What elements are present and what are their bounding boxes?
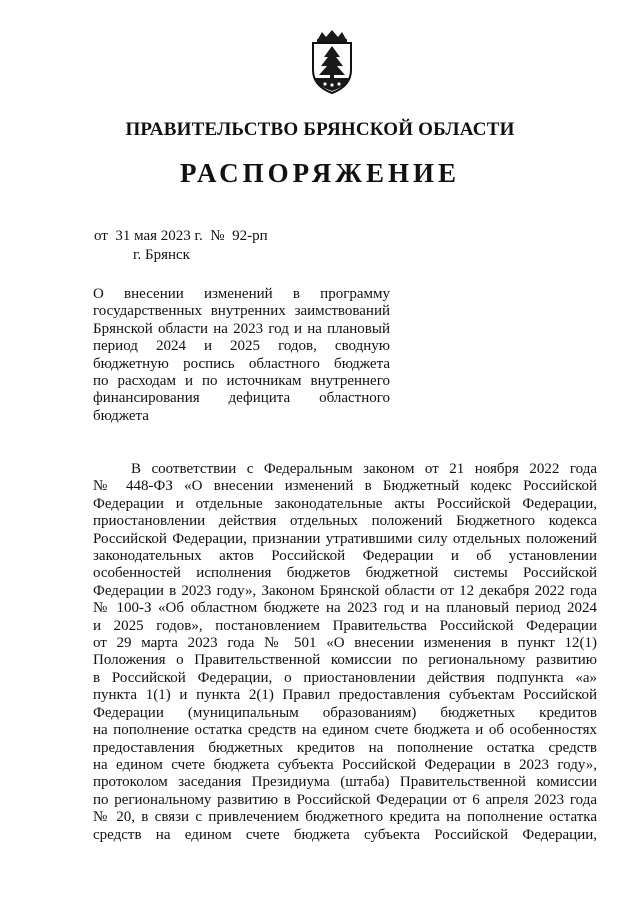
body-line: № 20, в связи с привлечением бюджетного кредита на пополнение остатка: [93, 809, 597, 826]
date-number-line: от 31 мая 2023 г. № 92-рп: [94, 228, 268, 244]
bryansk-coat-of-arms-icon: [304, 30, 360, 94]
subject-line: по расходам и по источникам внутреннего: [93, 373, 390, 390]
body-line: от 29 марта 2023 года № 501 «О внесении изменения в пункт 12(1): [93, 635, 597, 652]
body-line: предоставления бюджетных кредитов на пополнение остатка средств: [93, 739, 597, 756]
body-line: № 100-З «Об областном бюджете на 2023 год и на плановый период 2024: [93, 600, 597, 617]
city-line: г. Брянск: [133, 247, 190, 263]
body-paragraph: [93, 461, 597, 844]
body-line: Положения о Правительственной комиссии по региональному развитию: [93, 652, 597, 669]
body-line: Федерации (муниципальным образованиям) бюджетных кредитов: [93, 704, 597, 721]
body-line: В соответствии с Федеральным законом от 21 ноября 2022 года: [131, 461, 597, 477]
body-line: особенностей исполнения бюджетов бюджетной системы Российской: [93, 565, 597, 582]
document-subject: [93, 286, 390, 425]
body-line: на едином счете бюджета субъекта Российской Федерации в 2023 году»,: [93, 756, 597, 773]
body-line: в Российской Федерации, о приостановлении действия подпункта «а»: [93, 669, 597, 686]
subject-line: бюджетную роспись областного бюджета: [93, 355, 390, 372]
body-line: Федерации в 2023 году», Законом Брянской области от 12 декабря 2022 года: [93, 582, 597, 599]
document-type-title: РАСПОРЯЖЕНИЕ: [179, 158, 461, 188]
body-line: Российской Федерации, признании утратившими силу отдельных положений: [93, 530, 597, 547]
body-line: средств на едином счете бюджета субъекта Российской Федерации,: [93, 826, 597, 843]
subject-line: период 2024 и 2025 годов, сводную: [93, 338, 390, 355]
body-line: и 2025 годов», постановлением Правительства Российской Федерации: [93, 617, 597, 634]
body-line: по региональному развитию в Российской Федерации от 6 апреля 2023 года: [93, 791, 597, 808]
government-title: ПРАВИТЕЛЬСТВО БРЯНСКОЙ ОБЛАСТИ: [125, 119, 515, 140]
subject-line: бюджета: [93, 407, 149, 424]
body-line: пункта 1(1) и пункта 2(1) Правил предоставления субъектам Российской: [93, 687, 597, 704]
body-line: законодательных актов Российской Федерации и об установлении: [93, 548, 597, 565]
body-line: на пополнение остатка средств на едином счете бюджета и об особенностях: [93, 722, 597, 739]
subject-line: О внесении изменений в программу: [93, 286, 390, 302]
subject-line: финансирования дефицита областного: [93, 390, 390, 407]
subject-line: Брянской области на 2023 год и на плановый: [93, 320, 390, 337]
body-line: протоколом заседания Президиума (штаба) Правительственной комиссии: [93, 774, 597, 791]
body-line: Федерации и отдельные законодательные акты Российской Федерации,: [93, 495, 597, 512]
body-line: № 448-ФЗ «О внесении изменений в Бюджетный кодекс Российской: [93, 478, 597, 495]
subject-line: государственных внутренних заимствований: [93, 303, 390, 320]
body-line: приостановлении действия отдельных положений Бюджетного кодекса: [93, 513, 597, 530]
